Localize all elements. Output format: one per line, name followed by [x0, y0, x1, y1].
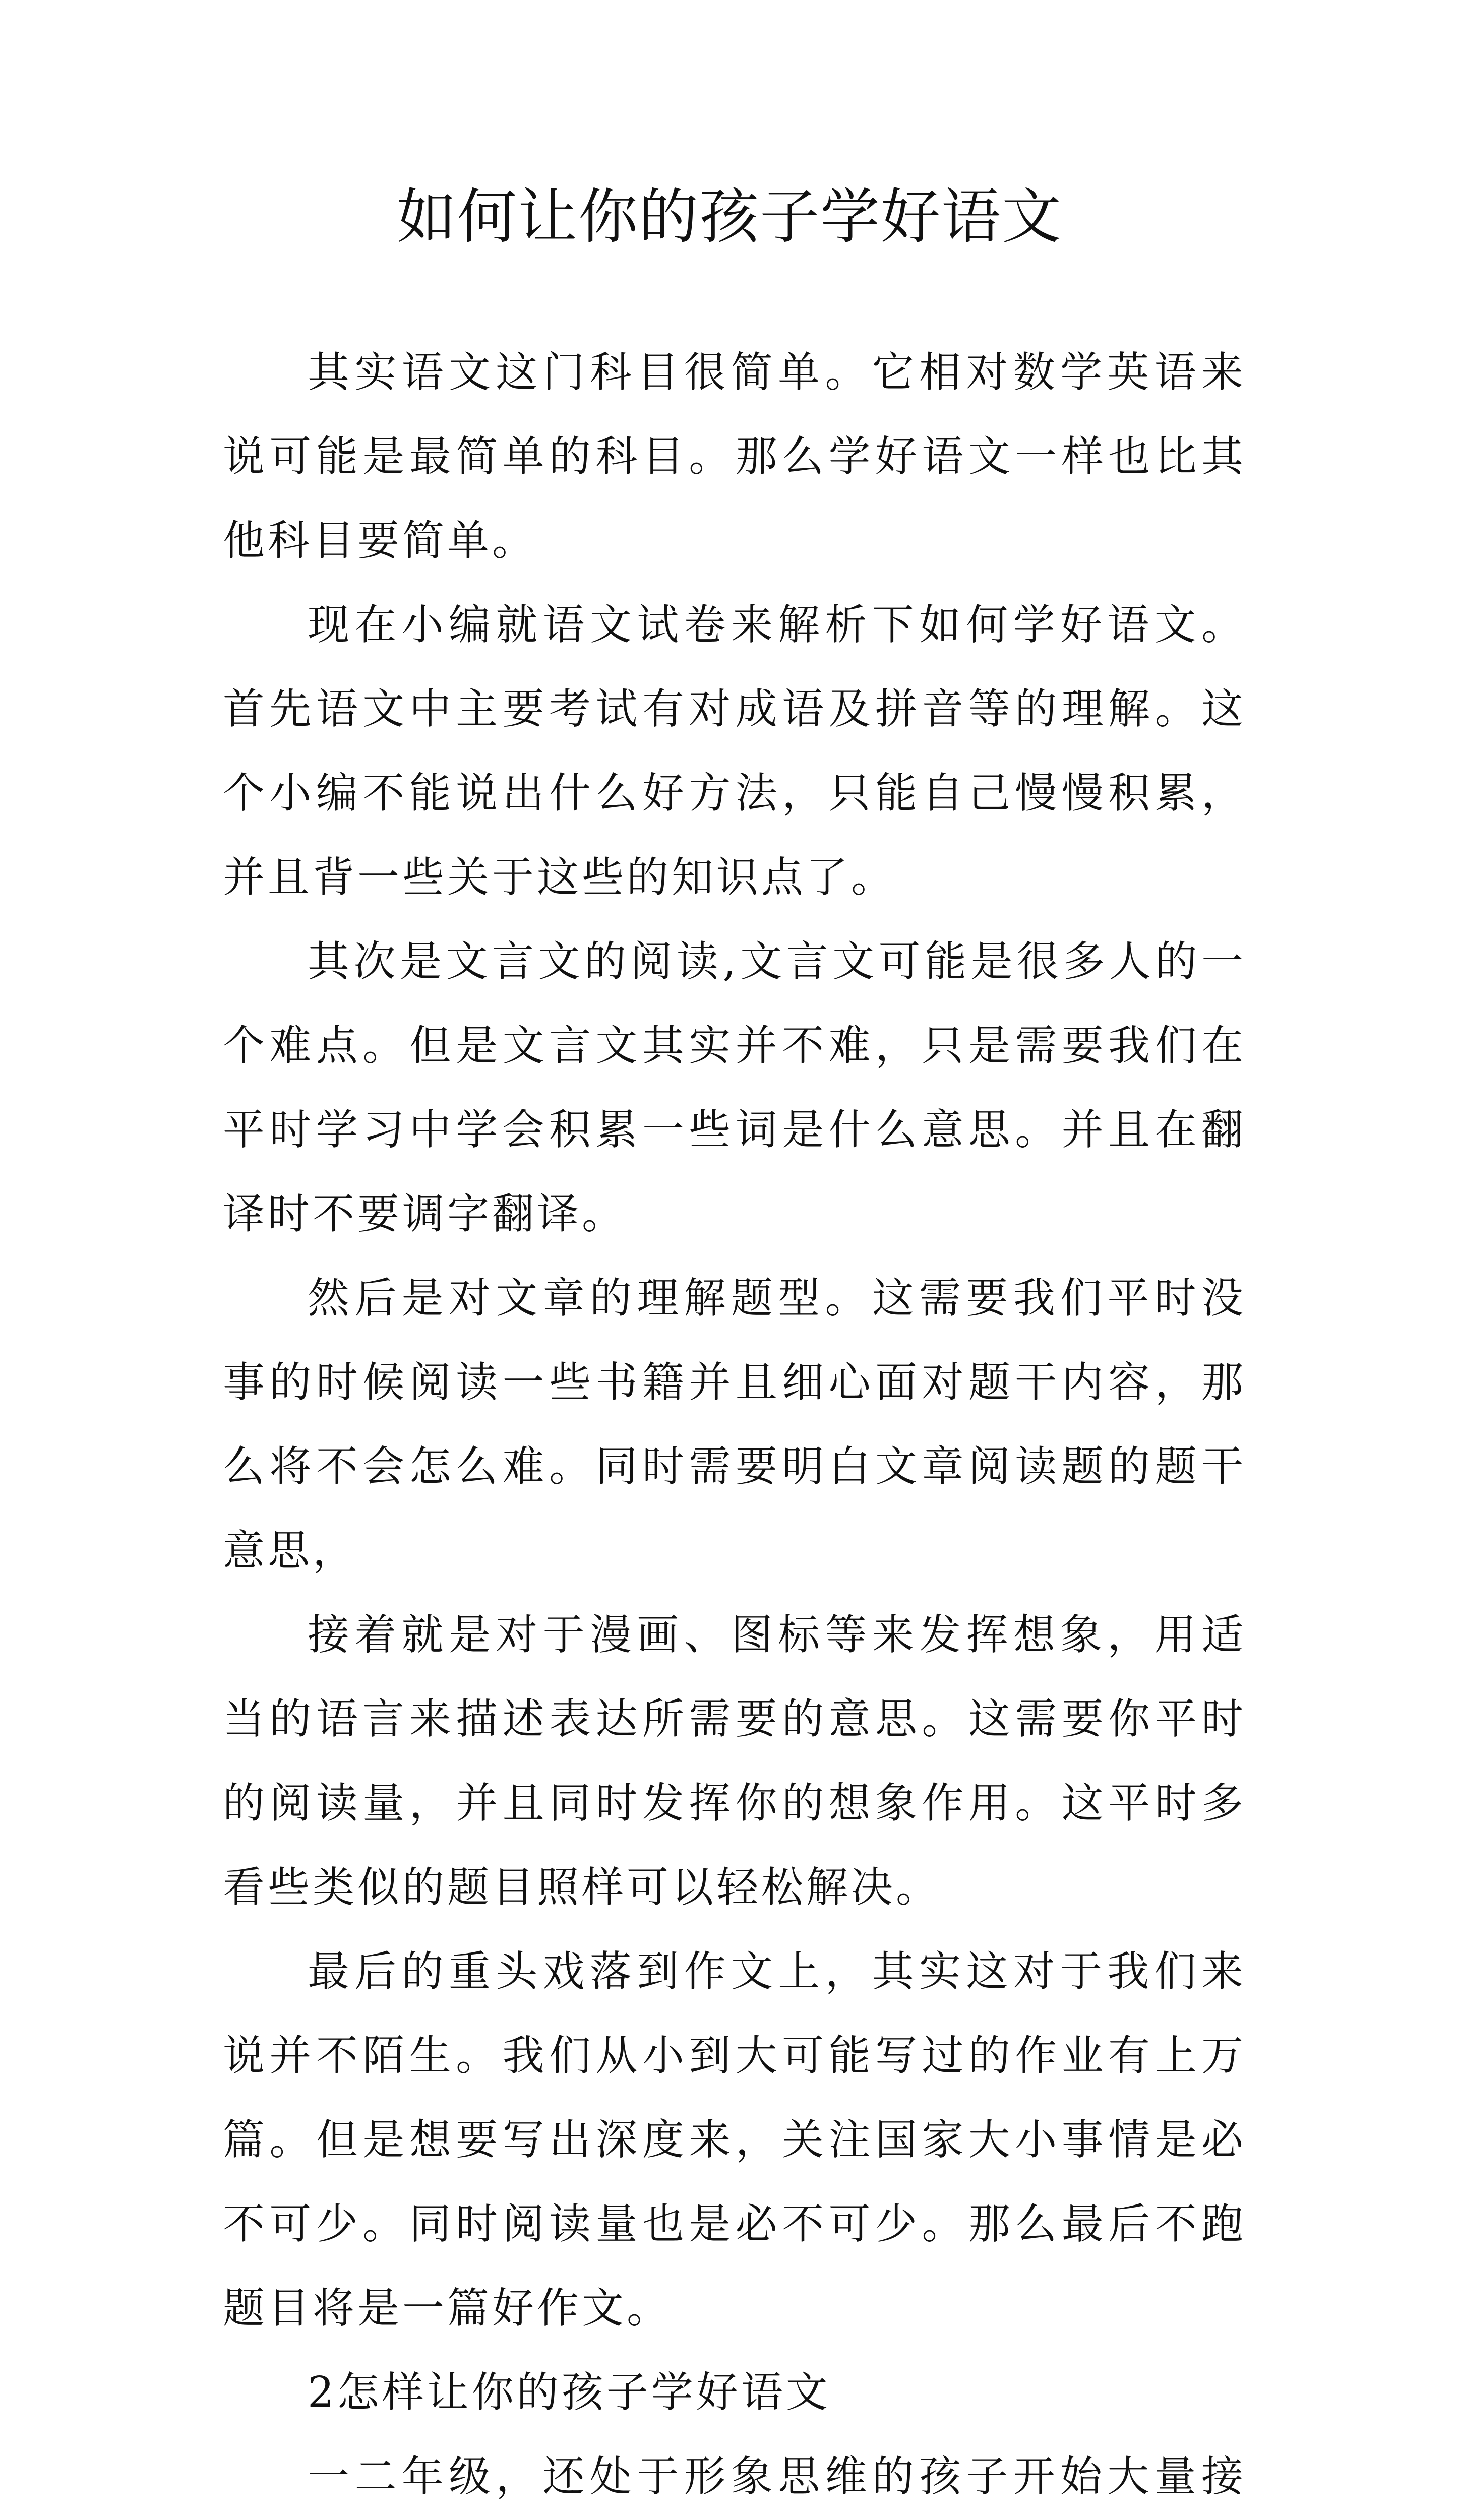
paragraph: 接着就是对于漫画、图标等来发挥想象，用适当的语言来描述表达所需要的意思。这需要你平时的阅读量，并且同时发挥你的想象作用。这平时多看些类似的题目照样可以轻松解决。 — [223, 1610, 1246, 1912]
document-title: 如何让你的孩子学好语文 — [396, 182, 1062, 251]
document-body — [223, 330, 1246, 2520]
paragraph: 其实语文这门科目很简单。它相对数学英语来说可能是最简单的科目。那么学好语文一样也比其他科目要简单。 — [223, 348, 1246, 565]
section-heading: 2怎样让你的孩子学好语文 — [308, 2368, 831, 2417]
paragraph: 最后的重头戏落到作文上，其实这对于我们来说并不陌生。我们从小到大可能写过的作业有上万篇。但是想要写出深度来，关注国家大小事情是必不可少。同时阅读量也是必不可少。那么最后不跑题目将是一篇好作文。 — [223, 1947, 1246, 2333]
paragraph: 一二年级，还处于形象思维的孩子开始大量接 — [308, 2452, 1246, 2501]
paragraph: 现在小编就语文试卷来解析下如何学好语文。首先语文中主要考试有对成语及拼音等的理解。这个小编不能说出什么好方法，只能自己慢慢积累，并且背一些关于这些的知识点了。 — [223, 600, 1246, 902]
paragraph: 然后是对文章的理解题型。这需要我们平时没事的时候阅读一些书籍并且细心面对题干内容，那么将不会怎么难。同时需要明白文章阅读题的题干意思， — [223, 1274, 1246, 1575]
paragraph: 其次是文言文的阅读,文言文可能是很多人的一个难点。但是文言文其实并不难，只是需要我们在平时学习中学会积累一些词是什么意思。并且在翻译时不要调字翻译。 — [223, 937, 1246, 1238]
